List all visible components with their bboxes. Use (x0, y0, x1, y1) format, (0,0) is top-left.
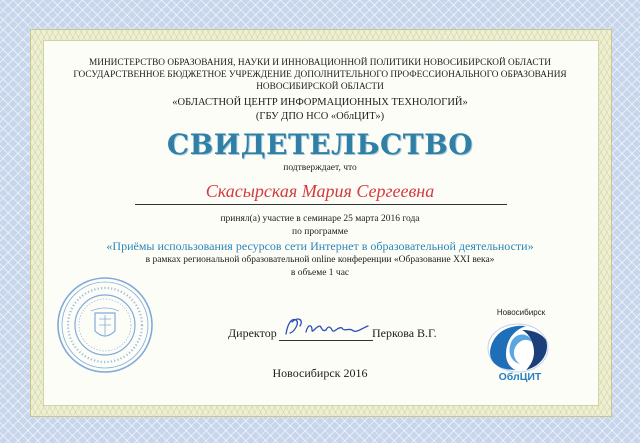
ministry-line-3: НОВОСИБИРСКОЙ ОБЛАСТИ (256, 82, 384, 92)
confirms-text: подтверждает, что (283, 163, 357, 173)
volume-text: в объеме 1 час (290, 268, 350, 278)
participation-text: принял(а) участие в семинаре 25 марта 2016 года (220, 214, 420, 224)
org-short-name: (ГБУ ДПО НСО «ОблЦИТ») (255, 111, 385, 122)
ministry-line-1: МИНИСТЕРСТВО ОБРАЗОВАНИЯ, НАУКИ И ИННОВАЦИОННОЙ ПОЛИТИКИ НОВОСИБИРСКОЙ ОБЛАСТИ (88, 58, 552, 68)
oblcit-logo-icon (476, 318, 560, 374)
logo-org-text: ОблЦИТ (498, 371, 542, 383)
org-name: «ОБЛАСТНОЙ ЦЕНТР ИНФОРМАЦИОННЫХ ТЕХНОЛОГИЙ» (172, 97, 468, 108)
conference-text: в рамках региональной образовательной online конференции «Образование XXI века» (145, 255, 495, 265)
ministry-line-2: ГОСУДАРСТВЕННОЕ БЮДЖЕТНОЕ УЧРЕЖДЕНИЕ ДОПОЛНИТЕЛЬНОГО ПРОФЕССИОНАЛЬНОГО ОБРАЗОВАНИЯ (73, 70, 567, 80)
certificate-title: СВИДЕТЕЛЬСТВО (166, 128, 474, 161)
recipient-underline (135, 204, 507, 205)
director-name: Перкова В.Г. (372, 326, 437, 340)
recipient-name: Скасырская Мария Сергеевна (205, 181, 435, 201)
director-signature (282, 314, 372, 342)
official-seal-icon (55, 275, 155, 375)
city-year: Новосибирск 2016 (272, 366, 368, 380)
by-program-text: по программе (292, 227, 348, 237)
logo-city-text: Новосибирск (496, 308, 546, 317)
director-label: Директор (228, 326, 277, 340)
oblcit-logo (470, 308, 560, 388)
signature-line (279, 340, 373, 341)
program-title: «Приёмы использования ресурсов сети Интернет в образовательной деятельности» (106, 239, 534, 253)
